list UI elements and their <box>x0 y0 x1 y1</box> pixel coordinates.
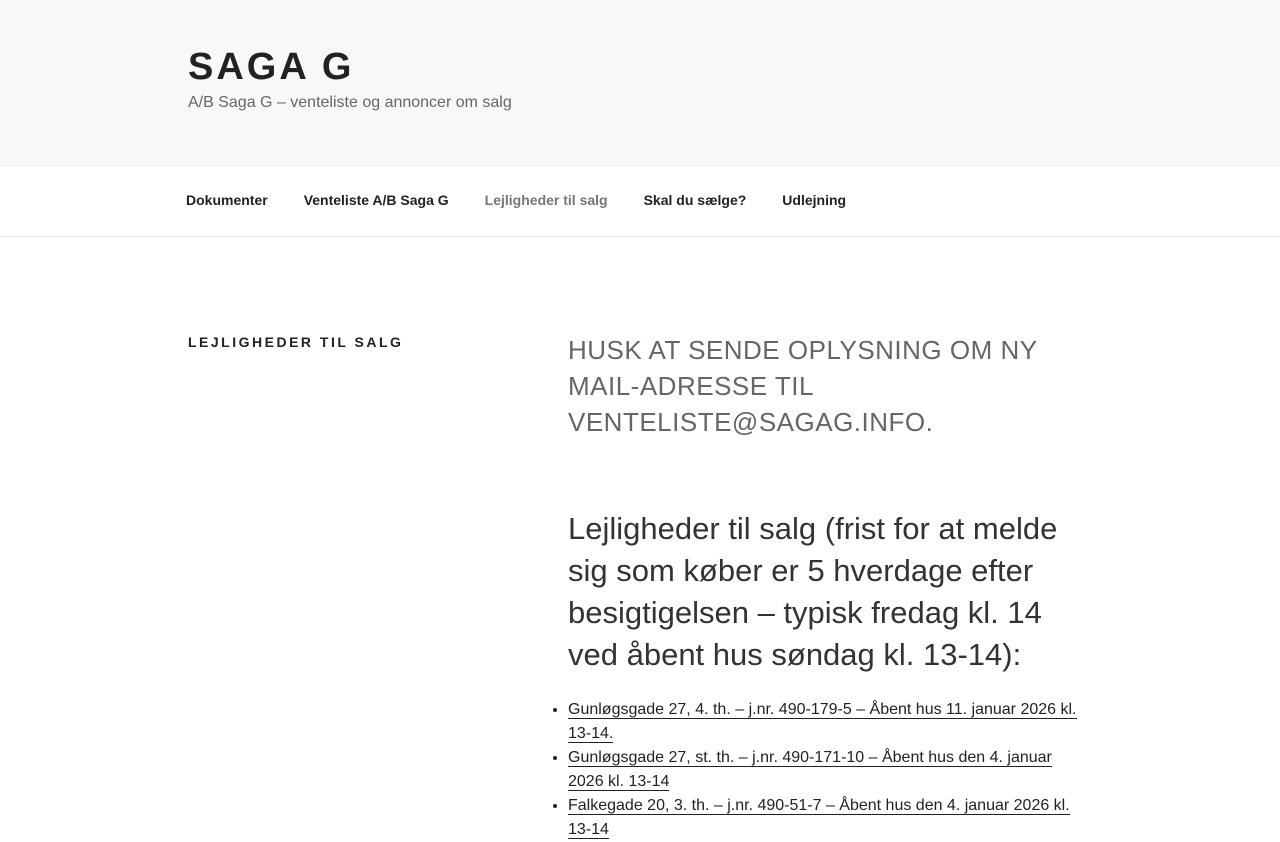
page-title: LEJLIGHEDER TIL SALG <box>188 334 404 350</box>
nav-link-lejligheder-til-salg[interactable]: Lejligheder til salg <box>484 192 608 208</box>
listings-heading: Lejligheder til salg (frist for at melde sig som køber er 5 hverdage efter besigtigelsen – typisk fredag kl. 14 ved åbent hus søndag kl. 13-14): <box>568 511 1058 672</box>
list-item <box>568 746 1083 794</box>
list-item <box>568 794 1083 842</box>
email-notice: HUSK AT SENDE OPLYSNING OM NY MAIL-ADRESSE TIL VENTELISTE@SAGAG.INFO. <box>568 335 1038 437</box>
nav-item <box>764 192 864 210</box>
nav-link-venteliste[interactable]: Venteliste A/B Saga G <box>303 192 449 208</box>
site-header <box>0 0 1280 166</box>
list-item <box>568 698 1083 746</box>
nav-link-dokumenter[interactable]: Dokumenter <box>186 192 268 208</box>
page-content <box>568 332 1083 842</box>
nav-item <box>286 192 467 210</box>
nav-item <box>168 192 286 210</box>
nav-item <box>467 192 626 210</box>
listings-list <box>568 698 1083 842</box>
listing-link[interactable]: Falkegade 20, 3. th. – j.nr. 490-51-7 – Åbent hus den 4. januar 2026 kl. 13-14 <box>568 797 1070 838</box>
nav-menu <box>168 166 864 236</box>
nav-link-udlejning[interactable]: Udlejning <box>782 192 847 208</box>
listing-link[interactable]: Gunløgsgade 27, st. th. – j.nr. 490-171-10 – Åbent hus den 4. januar 2026 kl. 13-14 <box>568 749 1052 790</box>
main-navigation <box>0 165 1280 237</box>
nav-item <box>626 192 765 210</box>
nav-link-skal-du-saelge[interactable]: Skal du sælge? <box>643 192 747 208</box>
site-title-link[interactable]: SAGA G <box>188 46 355 88</box>
site-description: A/B Saga G – venteliste og annoncer om salg <box>188 94 512 111</box>
listing-link[interactable]: Gunløgsgade 27, 4. th. – j.nr. 490-179-5 – Åbent hus 11. januar 2026 kl. 13-14. <box>568 701 1077 742</box>
